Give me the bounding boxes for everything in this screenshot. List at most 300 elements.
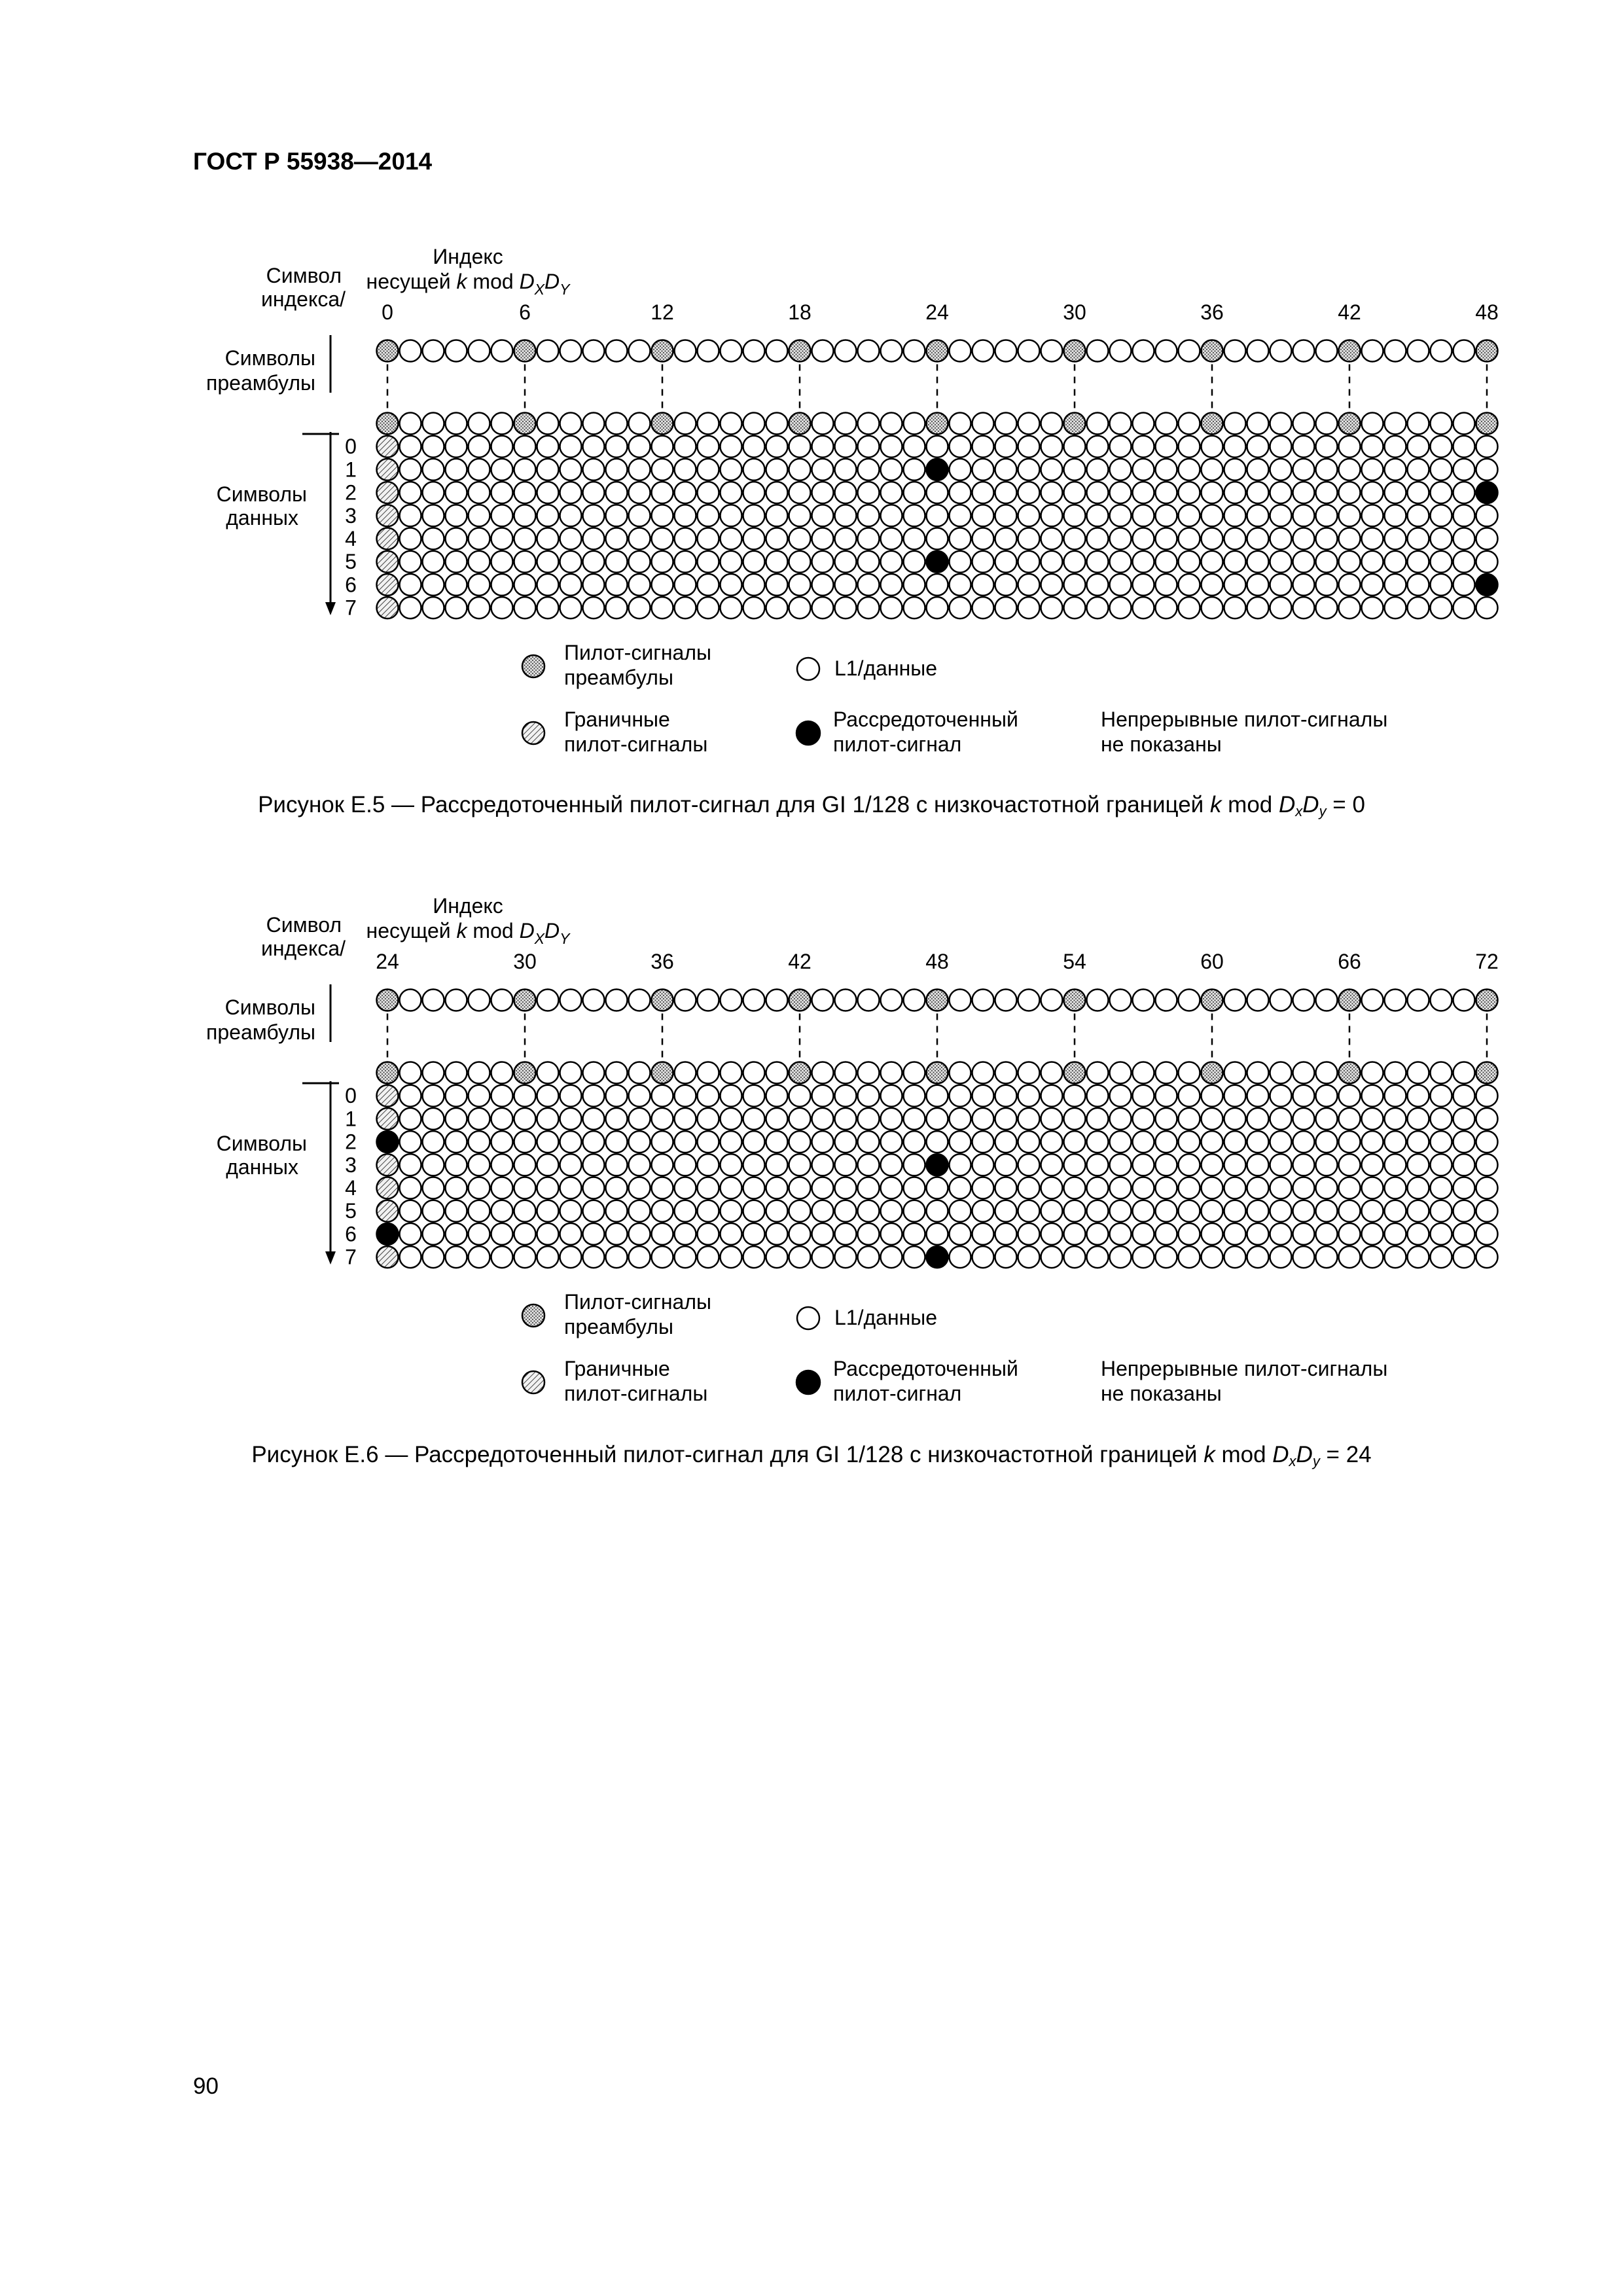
data-carrier-cell: [1110, 1177, 1132, 1199]
data-carrier-cell: [1293, 528, 1315, 550]
data-carrier-cell: [858, 1108, 880, 1130]
data-carrier-cell: [927, 528, 948, 550]
data-carrier-cell: [675, 1085, 696, 1107]
data-carrier-cell: [1362, 340, 1383, 362]
data-carrier-cell: [1202, 505, 1223, 526]
data-carrier-cell: [1270, 1108, 1292, 1130]
preamble-pilot-cell: [1339, 1062, 1361, 1084]
symbol-index-label-line2: индекса/: [260, 937, 346, 960]
data-carrier-cell: [950, 528, 971, 550]
data-carrier-cell: [629, 1177, 651, 1199]
data-carrier-cell: [652, 1154, 673, 1175]
data-carrier-cell: [469, 436, 490, 457]
data-carrier-cell: [789, 1154, 811, 1175]
data-carrier-cell: [1202, 574, 1223, 596]
data-carrier-cell: [858, 459, 880, 480]
data-carrier-cell: [1408, 574, 1429, 596]
symbol-index-label-line2: индекса/: [260, 287, 346, 311]
data-carrier-cell: [1064, 1154, 1086, 1175]
data-carrier-cell: [721, 1085, 742, 1107]
data-carrier-cell: [721, 1177, 742, 1199]
data-carrier-cell: [446, 1062, 467, 1084]
data-carrier-cell: [1476, 436, 1498, 457]
data-carrier-cell: [1110, 574, 1132, 596]
data-carrier-cell: [812, 1085, 834, 1107]
data-carrier-cell: [1247, 1154, 1269, 1175]
data-carrier-cell: [950, 1177, 971, 1199]
data-carrier-cell: [858, 528, 880, 550]
data-carrier-cell: [858, 990, 880, 1011]
data-carrier-cell: [1339, 459, 1361, 480]
data-carrier-cell: [652, 482, 673, 503]
data-carrier-cell: [606, 1200, 628, 1222]
data-carrier-cell: [1156, 1200, 1177, 1222]
data-carrier-cell: [606, 990, 628, 1011]
data-carrier-cell: [1293, 459, 1315, 480]
data-carrier-cell: [1110, 1085, 1132, 1107]
data-carrier-cell: [1454, 482, 1475, 503]
data-carrier-cell: [1316, 1177, 1338, 1199]
scattered-pilot-cell: [927, 1154, 948, 1175]
data-carrier-cell: [904, 597, 925, 619]
preamble-pilot-cell: [789, 1062, 811, 1084]
data-carrier-cell: [423, 413, 444, 435]
data-carrier-cell: [629, 1131, 651, 1153]
legend-preamble-pilots-line1: Пилот-сигналы: [564, 1290, 711, 1314]
data-carrier-cell: [1431, 528, 1452, 550]
data-carrier-cell: [858, 505, 880, 526]
data-carrier-cell: [446, 340, 467, 362]
edge-pilot-cell: [377, 551, 399, 573]
data-carrier-cell: [904, 1223, 925, 1245]
data-carrier-cell: [950, 1200, 971, 1222]
data-carrier-cell: [675, 1177, 696, 1199]
data-carrier-cell: [1339, 1177, 1361, 1199]
data-carrier-cell: [1476, 1154, 1498, 1175]
figure-caption-e6: Рисунок Е.6 — Рассредоточенный пилот-сигнал для GI 1/128 с низкочастотной границей k mod $D_xD_y = 24$: [251, 1442, 1372, 1469]
data-carrier-cell: [881, 1223, 902, 1245]
data-carrier-cell: [995, 1131, 1017, 1153]
data-carrier-cell: [1270, 505, 1292, 526]
data-carrier-cell: [491, 528, 513, 550]
data-carrier-cell: [652, 505, 673, 526]
data-carrier-cell: [766, 1085, 788, 1107]
data-carrier-cell: [491, 413, 513, 435]
data-carrier-cell: [1133, 551, 1154, 573]
data-carrier-cell: [1133, 1223, 1154, 1245]
data-carrier-cell: [1018, 597, 1040, 619]
data-carrier-cell: [423, 482, 444, 503]
preamble-pilot-cell: [1064, 340, 1086, 362]
data-carrier-cell: [400, 505, 421, 526]
data-carrier-cell: [1156, 597, 1177, 619]
data-carrier-cell: [927, 1223, 948, 1245]
data-carrier-cell: [904, 990, 925, 1011]
data-carrier-cell: [606, 1085, 628, 1107]
data-carrier-cell: [1385, 413, 1406, 435]
data-carrier-cell: [881, 1131, 902, 1153]
data-carrier-cell: [950, 990, 971, 1011]
data-carrier-cell: [881, 459, 902, 480]
data-symbols-label-line2: данных: [226, 506, 298, 529]
data-carrier-cell: [423, 1131, 444, 1153]
data-carrier-cell: [1224, 528, 1246, 550]
data-carrier-cell: [1064, 528, 1086, 550]
data-carrier-cell: [698, 1154, 719, 1175]
data-carrier-cell: [881, 1154, 902, 1175]
data-cell-legend-marker: [797, 1307, 819, 1329]
data-symbols-label-line1: Символы: [216, 482, 307, 506]
data-carrier-cell: [1247, 482, 1269, 503]
data-carrier-cell: [1362, 1131, 1383, 1153]
legend-preamble-pilots-line1: Пилот-сигналы: [564, 641, 711, 664]
data-carrier-cell: [491, 505, 513, 526]
data-carrier-cell: [537, 1177, 559, 1199]
data-carrier-cell: [514, 1200, 536, 1222]
data-carrier-cell: [560, 1200, 582, 1222]
data-carrier-cell: [537, 1131, 559, 1153]
data-carrier-cell: [583, 1108, 605, 1130]
data-carrier-cell: [1041, 1177, 1063, 1199]
carrier-index-label-line1: Индекс: [433, 894, 503, 918]
data-carrier-cell: [446, 1154, 467, 1175]
symbol-index-label-line1: Символ: [266, 913, 342, 937]
data-carrier-cell: [400, 1177, 421, 1199]
data-carrier-cell: [858, 436, 880, 457]
data-carrier-cell: [1202, 1200, 1223, 1222]
data-carrier-cell: [812, 551, 834, 573]
data-carrier-cell: [469, 551, 490, 573]
data-carrier-cell: [1362, 574, 1383, 596]
data-carrier-cell: [881, 1246, 902, 1268]
data-carrier-cell: [583, 1131, 605, 1153]
data-carrier-cell: [400, 413, 421, 435]
data-carrier-cell: [629, 574, 651, 596]
data-carrier-cell: [1431, 1131, 1452, 1153]
data-carrier-cell: [400, 1223, 421, 1245]
data-carrier-cell: [652, 1177, 673, 1199]
data-carrier-cell: [1408, 597, 1429, 619]
data-carrier-cell: [1270, 1131, 1292, 1153]
data-carrier-cell: [1454, 436, 1475, 457]
data-carrier-cell: [1041, 1131, 1063, 1153]
data-carrier-cell: [835, 1108, 857, 1130]
data-carrier-cell: [1133, 574, 1154, 596]
data-carrier-cell: [469, 1062, 490, 1084]
data-carrier-cell: [1087, 413, 1109, 435]
data-carrier-cell: [1156, 528, 1177, 550]
data-carrier-cell: [1293, 1177, 1315, 1199]
data-carrier-cell: [606, 505, 628, 526]
data-carrier-cell: [491, 1154, 513, 1175]
data-carrier-cell: [972, 1246, 994, 1268]
data-carrier-cell: [1247, 1200, 1269, 1222]
data-carrier-cell: [812, 1200, 834, 1222]
data-carrier-cell: [1385, 459, 1406, 480]
data-carrier-cell: [950, 574, 971, 596]
data-carrier-cell: [766, 1062, 788, 1084]
data-carrier-cell: [1064, 1085, 1086, 1107]
data-carrier-cell: [583, 1062, 605, 1084]
data-carrier-cell: [629, 482, 651, 503]
data-symbol-number: 2: [345, 480, 357, 505]
data-carrier-cell: [1041, 574, 1063, 596]
data-carrier-cell: [423, 551, 444, 573]
data-carrier-cell: [972, 340, 994, 362]
data-carrier-cell: [835, 1062, 857, 1084]
data-carrier-cell: [995, 1085, 1017, 1107]
data-carrier-cell: [1431, 990, 1452, 1011]
data-carrier-cell: [995, 528, 1017, 550]
data-carrier-cell: [1408, 482, 1429, 503]
data-carrier-cell: [1339, 436, 1361, 457]
preamble-pilot-cell: [652, 1062, 673, 1084]
carrier-tick-label: 24: [925, 300, 949, 324]
data-carrier-cell: [743, 574, 765, 596]
data-carrier-cell: [1064, 1131, 1086, 1153]
data-carrier-cell: [1293, 597, 1315, 619]
data-carrier-cell: [675, 1062, 696, 1084]
data-carrier-cell: [1179, 1085, 1200, 1107]
data-carrier-cell: [400, 1062, 421, 1084]
data-carrier-cell: [1385, 1085, 1406, 1107]
data-carrier-cell: [1110, 436, 1132, 457]
data-carrier-cell: [789, 1200, 811, 1222]
preamble-pilot-cell: [652, 340, 673, 362]
data-carrier-cell: [1018, 574, 1040, 596]
data-carrier-cell: [652, 1108, 673, 1130]
data-carrier-cell: [995, 1200, 1017, 1222]
data-carrier-cell: [1018, 1131, 1040, 1153]
data-carrier-cell: [1110, 1108, 1132, 1130]
data-carrier-cell: [1293, 505, 1315, 526]
data-carrier-cell: [491, 482, 513, 503]
data-carrier-cell: [858, 1177, 880, 1199]
data-carrier-cell: [1293, 1246, 1315, 1268]
data-carrier-cell: [606, 1223, 628, 1245]
data-carrier-cell: [1018, 1108, 1040, 1130]
data-carrier-cell: [469, 990, 490, 1011]
data-carrier-cell: [1041, 1154, 1063, 1175]
data-carrier-cell: [1041, 459, 1063, 480]
data-carrier-cell: [1041, 505, 1063, 526]
data-carrier-cell: [629, 1108, 651, 1130]
data-symbol-number: 5: [345, 550, 357, 574]
data-carrier-cell: [583, 528, 605, 550]
data-carrier-cell: [995, 1154, 1017, 1175]
data-carrier-cell: [514, 482, 536, 503]
data-carrier-cell: [1476, 1085, 1498, 1107]
data-carrier-cell: [1431, 413, 1452, 435]
data-carrier-cell: [1316, 1223, 1338, 1245]
data-carrier-cell: [606, 482, 628, 503]
data-carrier-cell: [972, 1085, 994, 1107]
data-carrier-cell: [1087, 1085, 1109, 1107]
data-carrier-cell: [1293, 1108, 1315, 1130]
data-carrier-cell: [537, 1108, 559, 1130]
data-carrier-cell: [1041, 990, 1063, 1011]
data-carrier-cell: [491, 1131, 513, 1153]
data-carrier-cell: [904, 1108, 925, 1130]
data-carrier-cell: [835, 990, 857, 1011]
data-carrier-cell: [446, 1246, 467, 1268]
data-carrier-cell: [1339, 1085, 1361, 1107]
data-carrier-cell: [629, 1154, 651, 1175]
data-carrier-cell: [583, 597, 605, 619]
data-carrier-cell: [583, 436, 605, 457]
data-carrier-cell: [629, 413, 651, 435]
data-carrier-cell: [1316, 1131, 1338, 1153]
data-carrier-cell: [858, 1223, 880, 1245]
data-carrier-cell: [1431, 574, 1452, 596]
data-carrier-cell: [1454, 413, 1475, 435]
data-carrier-cell: [1110, 1223, 1132, 1245]
data-carrier-cell: [1362, 1085, 1383, 1107]
preamble-pilot-cell: [377, 990, 399, 1011]
data-carrier-cell: [1476, 1131, 1498, 1153]
data-carrier-cell: [652, 574, 673, 596]
preamble-pilot-cell: [652, 990, 673, 1011]
data-carrier-cell: [789, 436, 811, 457]
data-carrier-cell: [1133, 1200, 1154, 1222]
data-carrier-cell: [469, 528, 490, 550]
data-carrier-cell: [560, 990, 582, 1011]
carrier-index-label-line2: несущей k mod $D_XD_Y$: [366, 919, 570, 947]
data-carrier-cell: [1064, 1177, 1086, 1199]
data-carrier-cell: [1476, 1246, 1498, 1268]
data-carrier-cell: [606, 597, 628, 619]
data-carrier-cell: [1110, 413, 1132, 435]
carrier-tick-label: 60: [1200, 950, 1224, 973]
data-carrier-cell: [469, 1108, 490, 1130]
data-carrier-cell: [1431, 482, 1452, 503]
data-carrier-cell: [721, 1246, 742, 1268]
data-carrier-cell: [1385, 1177, 1406, 1199]
data-carrier-cell: [721, 340, 742, 362]
data-carrier-cell: [858, 1085, 880, 1107]
data-carrier-cell: [1270, 340, 1292, 362]
data-carrier-cell: [446, 574, 467, 596]
data-carrier-cell: [1362, 528, 1383, 550]
data-carrier-cell: [698, 551, 719, 573]
data-carrier-cell: [881, 551, 902, 573]
carrier-tick-label: 42: [788, 950, 812, 973]
data-carrier-cell: [904, 1085, 925, 1107]
data-carrier-cell: [1408, 1108, 1429, 1130]
data-carrier-cell: [1110, 990, 1132, 1011]
data-carrier-cell: [789, 1246, 811, 1268]
data-carrier-cell: [1087, 1062, 1109, 1084]
data-carrier-cell: [1316, 1108, 1338, 1130]
data-carrier-cell: [1133, 413, 1154, 435]
data-carrier-cell: [721, 1062, 742, 1084]
data-carrier-cell: [1385, 482, 1406, 503]
data-carrier-cell: [652, 1200, 673, 1222]
data-carrier-cell: [1270, 1200, 1292, 1222]
data-carrier-cell: [400, 1200, 421, 1222]
scattered-pilot-legend-marker: [796, 1371, 820, 1394]
data-carrier-cell: [469, 1177, 490, 1199]
data-carrier-cell: [1270, 1062, 1292, 1084]
data-carrier-cell: [1018, 413, 1040, 435]
data-carrier-cell: [1133, 505, 1154, 526]
data-carrier-cell: [583, 1223, 605, 1245]
edge-pilot-cell: [377, 459, 399, 480]
data-carrier-cell: [560, 1223, 582, 1245]
data-carrier-cell: [812, 1223, 834, 1245]
data-carrier-cell: [560, 1108, 582, 1130]
data-carrier-cell: [583, 413, 605, 435]
data-carrier-cell: [537, 1223, 559, 1245]
data-carrier-cell: [1156, 1246, 1177, 1268]
data-carrier-cell: [927, 436, 948, 457]
data-carrier-cell: [1110, 340, 1132, 362]
data-carrier-cell: [1247, 1131, 1269, 1153]
data-carrier-cell: [743, 551, 765, 573]
data-carrier-cell: [698, 1085, 719, 1107]
data-carrier-cell: [560, 482, 582, 503]
data-carrier-cell: [812, 340, 834, 362]
data-carrier-cell: [904, 574, 925, 596]
data-carrier-cell: [1362, 551, 1383, 573]
data-carrier-cell: [400, 1085, 421, 1107]
preamble-pilot-cell: [377, 340, 399, 362]
data-carrier-cell: [743, 505, 765, 526]
data-carrier-cell: [629, 528, 651, 550]
data-carrier-cell: [514, 505, 536, 526]
data-carrier-cell: [766, 574, 788, 596]
data-carrier-cell: [1064, 436, 1086, 457]
data-carrier-cell: [1385, 551, 1406, 573]
data-carrier-cell: [1224, 551, 1246, 573]
preamble-pilot-cell: [789, 413, 811, 435]
data-carrier-cell: [1064, 482, 1086, 503]
data-carrier-cell: [1224, 1246, 1246, 1268]
data-carrier-cell: [1454, 1200, 1475, 1222]
data-carrier-cell: [904, 413, 925, 435]
data-carrier-cell: [698, 990, 719, 1011]
data-carrier-cell: [858, 597, 880, 619]
data-carrier-cell: [950, 413, 971, 435]
data-carrier-cell: [904, 1062, 925, 1084]
carrier-tick-label: 0: [382, 300, 393, 324]
data-carrier-cell: [904, 1177, 925, 1199]
preamble-pilot-cell: [377, 413, 399, 435]
data-carrier-cell: [606, 1154, 628, 1175]
data-carrier-cell: [1247, 597, 1269, 619]
data-carrier-cell: [743, 340, 765, 362]
data-carrier-cell: [881, 482, 902, 503]
symbol-axis-arrow: [325, 1251, 336, 1265]
preamble-pilot-cell: [514, 340, 536, 362]
data-carrier-cell: [400, 990, 421, 1011]
data-carrier-cell: [1385, 340, 1406, 362]
data-carrier-cell: [583, 1154, 605, 1175]
data-carrier-cell: [1362, 1200, 1383, 1222]
data-carrier-cell: [812, 1062, 834, 1084]
data-carrier-cell: [1179, 505, 1200, 526]
data-carrier-cell: [652, 528, 673, 550]
data-carrier-cell: [881, 990, 902, 1011]
data-carrier-cell: [812, 413, 834, 435]
data-carrier-cell: [904, 340, 925, 362]
data-carrier-cell: [1476, 528, 1498, 550]
data-carrier-cell: [629, 505, 651, 526]
data-carrier-cell: [698, 1223, 719, 1245]
data-carrier-cell: [606, 528, 628, 550]
data-carrier-cell: [1316, 597, 1338, 619]
data-carrier-cell: [972, 413, 994, 435]
